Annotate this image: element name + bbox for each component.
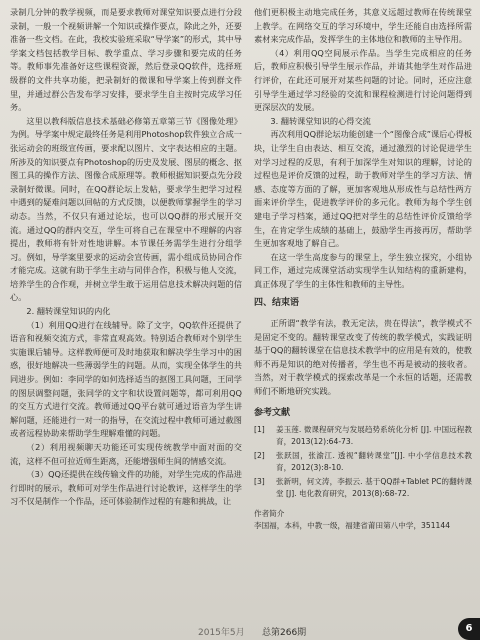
author-text: 李国福，本科，中教一级，福建省莆田第八中学，351144: [254, 521, 451, 531]
reference-item: [254, 450, 472, 474]
reference-text: 姜玉莲. 微课程研究与发展趋势系统化分析 [J]. 中国远程教育，2013(12):64-73.: [276, 425, 472, 447]
author-info: [254, 508, 472, 532]
reference-text: 张新明，何文涛，李振云. 基于QQ群+Tablet PC的翻转课堂 [J]. 电化教育研究，2013(8):68-72.: [276, 477, 472, 499]
right-column: [254, 6, 472, 532]
paragraph: （2）利用视频聊天功能还可实现传统教学中面对面的交流，这样不但可拉近师生距离，还能增强师生间的情感交流。: [10, 442, 242, 466]
reference-text: 张跃国，张渝江. 透视“翻转课堂”[J]. 中小学信息技术教育，2012(3):8-10.: [276, 451, 472, 473]
paragraph: 正所谓“教学有法，教无定法，贵在得法”，教学模式不是固定不变的。翻转课堂改变了传统的教学模式，实践证明基于QQ的翻转课堂在信息技术教学中的应用是有效的，使教师不再是知识的绝对传播者，学生也不再是被动的接收者。当然，对于教学模式的探索改革是一个永恒的话题，还需教师们不断地研究实践。: [254, 318, 472, 397]
reference-number: [2]: [254, 451, 265, 461]
paragraph: 他们更积极主动地完成任务，其意义远超过教师在传统课堂上教学。在网络交互的学习环境中，学生还能自由选择所需素材来完成作品，发挥学生的主体地位和教师的主导作用。: [254, 7, 472, 45]
paragraph: 再次利用QQ群论坛功能创建一个“图像合成”课后心得板块，让学生自由表达、相互交流，通过激烈的讨论促进学生对学习过程的反思，有利于加深学生对知识的理解，讨论的过程也是评价反馈的过程，助于教师对学生的学习方法、情感、态度等方面的了解，更加客观地从形成性与总结性两方面来评价学生，促进教学评价的多元化。教师为每个学生创建电子学习档案，通过QQ把对学生的总结性评价反馈给学生，在肯定学生成绩的基础上，鼓励学生再接再厉，帮助学生更加客观地了解自己。: [254, 129, 472, 249]
author-title: 作者简介: [254, 509, 285, 519]
issue-date: 2015年5月: [198, 628, 245, 638]
reference-number: [3]: [254, 477, 265, 487]
section-subheading: 2. 翻转课堂知识的内化: [26, 306, 111, 317]
left-column: [10, 6, 242, 509]
reference-item: [254, 476, 472, 500]
paragraph: 在这一学生高度参与的课堂上，学生独立探究，小组协同工作，通过完成课堂活动实现学生认知结构的重新建构，真正体现了学生的主体性和教师的主导性。: [254, 251, 472, 289]
paragraph: 录制几分钟的教学视频，而是要求教师对课堂知识要点进行分段录制，一般一个视频讲解一个知识或操作要点，除此之外，还要准备一些文档。在此，我校实验班采取“导学案”的形式，其中导学案文档包括教学目标、教学重点、学习步骤和要完成的任务等。教师事先准备好这些课程资源，然后登录QQ软件，选择班级群的文件共享功能，把录制好的微课和导学案上传到群文件里，并通过群公告发布学习安排，要求学生自主按时完成学习任务。: [10, 7, 242, 113]
reference-number: [1]: [254, 425, 265, 435]
page-number-tab: 6: [458, 618, 480, 640]
paragraph: 这里以教科版信息技术基础必修第五章第三节《图像处理》为例。导学案中规定最终任务是利用Photoshop软件独立合成一张运动会的班级宣传画，要求配以图片、文字表达相应的主题。所涉及的知识要点有Photoshop的历史及发展、图层的概念、抠图工具的操作方法、图像合成原理等。教师根据知识要点先分段录制好微课。同时，在QQ群论坛上发帖，要求学生把学习过程中遇到的疑难问题以回帖的方式反馈，以便教师掌握学生的学习动态。当然，不仅只有通过论坛，也可以QQ群的形式展开交流。通过QQ的群内交互，学生可将自己在课堂中不理解的内容提出，教师将有针对性地讲解。本节课任务需学生进行分组学习。例如，导学案里要求的运动会宣传画，需小组成员协同合作才能完成。这就有助于学生主动与同伴合作，积极与他人交流，培养学生的合作观，并树立学生敢于运用信息技术解决问题的信心。: [10, 115, 242, 303]
section-subheading: 3. 翻转课堂知识的心得交流: [270, 115, 371, 126]
reference-item: [254, 424, 472, 448]
paragraph: （3）QQ还提供在线传输文件的功能，对学生完成的作品进行即时的展示，教师可对学生作品进行讨论教评，这样学生的学习不仅是制作一个作品，还可体验制作过程的有趣和挑战，让: [10, 469, 242, 507]
page-footer: [0, 624, 480, 640]
issue-number: 总第266期: [262, 628, 307, 638]
paragraph: （1）利用QQ进行在线辅导。除了文字，QQ软件还提供了语音和视频交流方式，非常直观高效。特别适合教师对个别学生实施课后辅导。这样教师便可及时地获取和解决学生学习中的困惑，很好地解决一些薄弱学生的问题。从而，实现全体学生的共同进步。例如：李同学的如何选择适当的抠图工具问题，王同学的图层调整问题，张同学的文字和状设置问题等，都可利用QQ的交互方式进行交流。教师通过QQ平台就可通过语音为学生讲解问题，还能进行一对一的指导，在交流过程中教师可通过截图或者远程协助来帮助学生理解难懂的问题。: [10, 319, 242, 439]
references-title: 参考文献: [254, 407, 291, 418]
section-heading: 四、结束语: [254, 298, 300, 309]
paragraph: （4）利用QQ空间展示作品。当学生完成相应的任务后，教师应积极引导学生展示作品，并请其他学生对作品进行评价，在此还可展开对某些问题的讨论。同时，还应注意引导学生通过学习经验的交流和课程检测进行讨论问题得到更深层次的发展。: [254, 47, 472, 113]
